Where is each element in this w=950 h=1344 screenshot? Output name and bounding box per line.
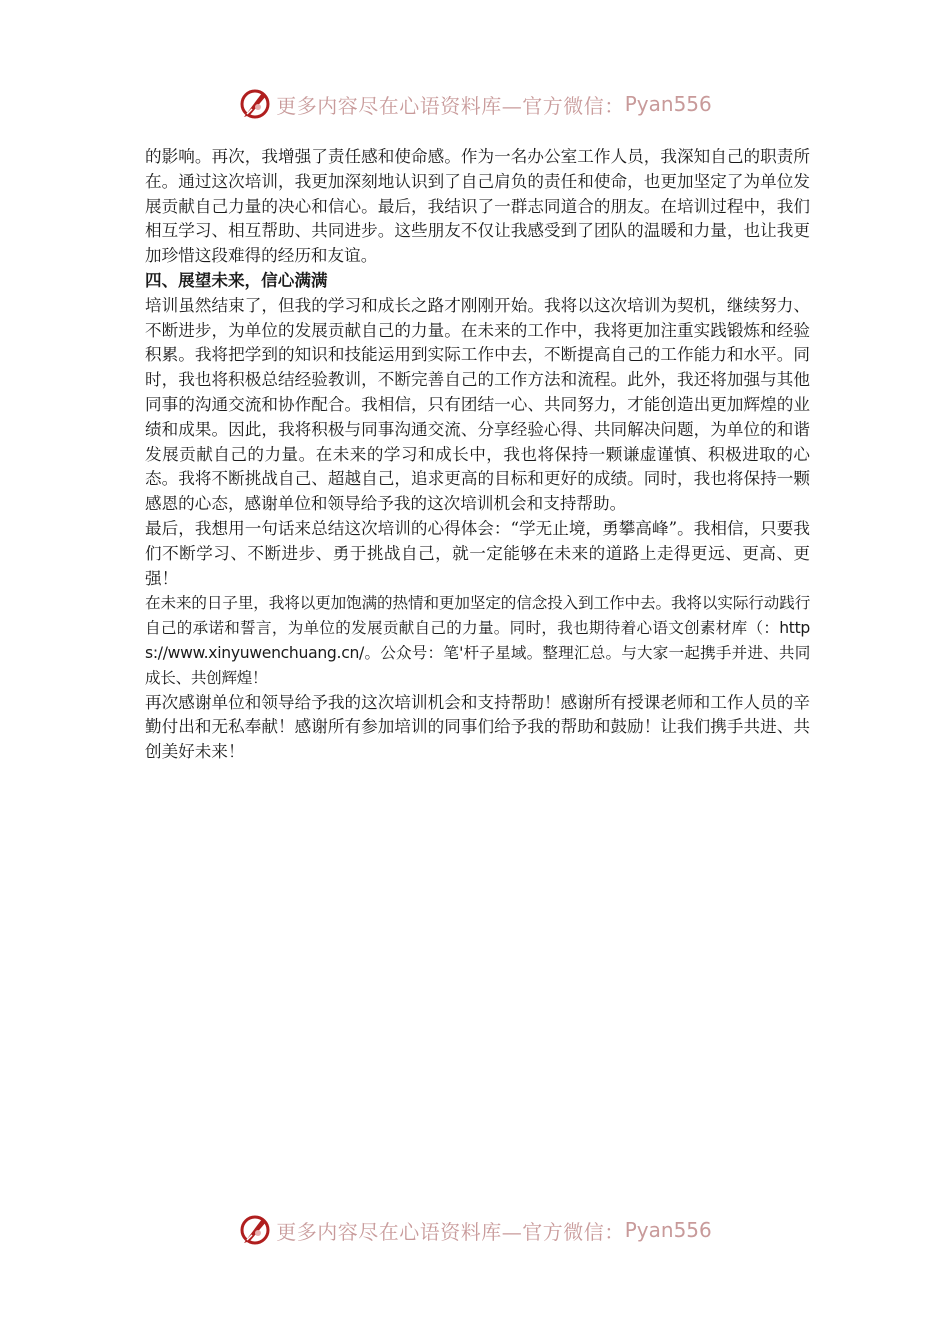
banner-wechat-id: Pyan556 (624, 1218, 712, 1242)
footer-banner (0, 1208, 950, 1252)
banner-wechat-id: Pyan556 (624, 92, 712, 116)
paragraph-5: 再次感谢单位和领导给予我的这次培训机会和支持帮助！感谢所有授课老师和工作人员的辛勤付出和无私奉献！感谢所有参加培训的同事们给予我的帮助和鼓励！让我们携手共进、共创美好未来！ (145, 692, 810, 762)
banner-text: 更多内容尽在心语资料库—官方微信： (276, 1219, 625, 1244)
paragraph-2: 培训虽然结束了，但我的学习和成长之路才刚刚开始。我将以这次培训为契机，继续努力、不断进步，为单位的发展贡献自己的力量。在未来的工作中，我将更加注重实践锻炼和经验积累。我将把学到的知识和技能运用到实际工作中去，不断提高自己的工作能力和水平。同时，我也将积极总结经验教训，不断完善自己的工作方法和流程。此外，我还将加强与其他同事的沟通交流和协作配合。我相信，只有团结一心、共同努力，才能创造出更加辉煌的业绩和成果。因此，我将积极与同事沟通交流、分享经验心得、共同解决问题，为单位的和谐发展贡献自己的力量。在未来的学习和成长中，我也将保持一颗谦虚谨慎、积极进取的心态。我将不断挑战自己、超越自己，追求更高的目标和更好的成绩。同时，我也将保持一颗感恩的心态，感谢单位和领导给予我的这次培训机会和支持帮助。 (145, 295, 810, 514)
quill-pen-logo-icon (238, 1213, 272, 1247)
document-body (145, 145, 810, 765)
paragraph-3: 最后，我想用一句话来总结这次培训的心得体会：“学无止境，勇攀高峰”。我相信，只要我们不断学习、不断进步、勇于挑战自己，就一定能够在未来的道路上走得更远、更高、更强！ (145, 518, 810, 588)
banner-text: 更多内容尽在心语资料库—官方微信： (276, 93, 625, 118)
paragraph-4: 在未来的日子里，我将以更加饱满的热情和更加坚定的信念投入到工作中去。我将以实际行动践行自己的承诺和誓言，为单位的发展贡献自己的力量。同时，我也期待着心语文创素材库（：https://www.xinyuwenchuang.cn/。公众号：笔'杆子星域。整理汇总。与大家一起携手并进、共同成长、共创辉煌！ (145, 594, 810, 687)
header-banner (0, 82, 950, 126)
quill-pen-logo-icon (238, 87, 272, 121)
section-heading-4: 四、展望未来，信心满满 (145, 270, 328, 290)
paragraph-1: 的影响。再次，我增强了责任感和使命感。作为一名办公室工作人员，我深知自己的职责所在。通过这次培训，我更加深刻地认识到了自己肩负的责任和使命，也更加坚定了为单位发展贡献自己力量的决心和信心。最后，我结识了一群志同道合的朋友。在培训过程中，我们相互学习、相互帮助、共同进步。这些朋友不仅让我感受到了团队的温暖和力量，也让我更加珍惜这段难得的经历和友谊。 (145, 147, 810, 266)
